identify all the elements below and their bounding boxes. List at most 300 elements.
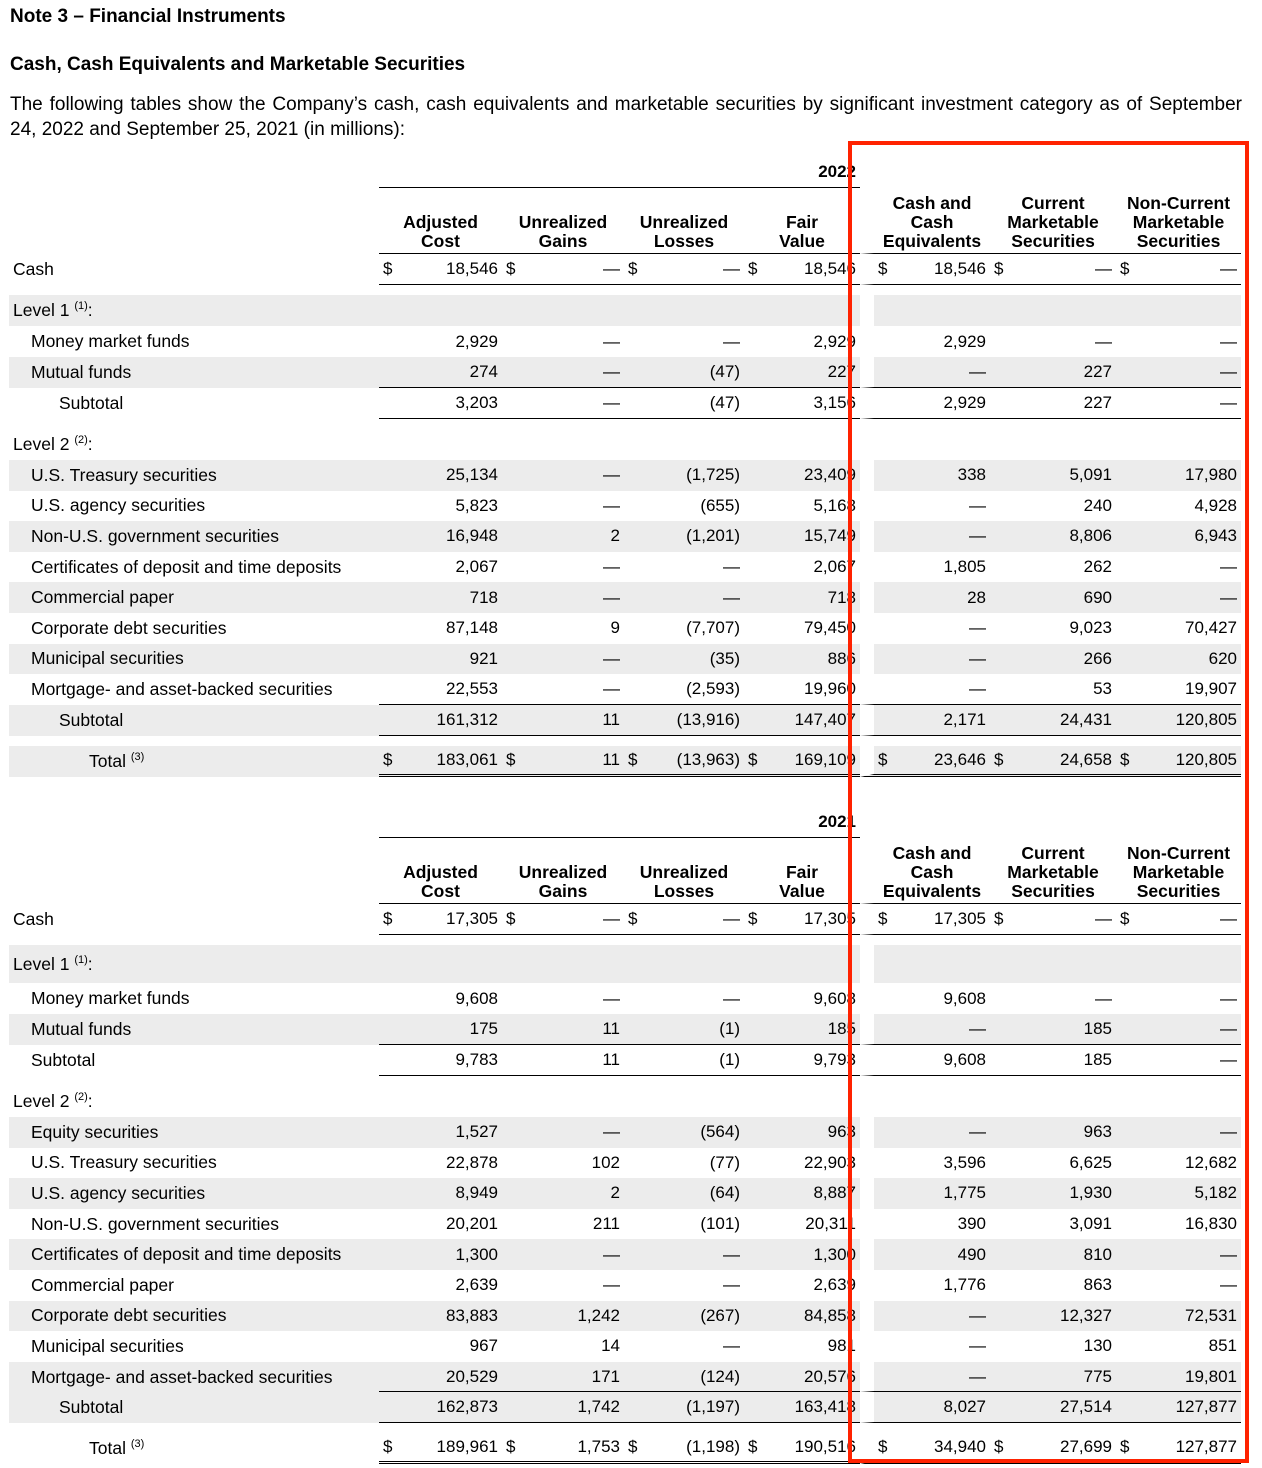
cell-value: 718: [744, 582, 860, 613]
cell-value: —: [860, 1331, 990, 1362]
fair-value-header: Fair Value: [744, 838, 860, 904]
cell-value: (1,198): [686, 1437, 740, 1457]
footnote-ref: (1): [74, 953, 88, 966]
cell-value: 53: [990, 674, 1116, 705]
cell-value: 8,806: [990, 521, 1116, 552]
cell-value: 981: [827, 1336, 857, 1356]
cell-value: 19,801: [1116, 1362, 1241, 1393]
cell-value: —: [723, 259, 740, 278]
table-row: [9, 746, 1241, 777]
cell-value: 886: [744, 644, 860, 675]
cell-value: 1,300: [744, 1239, 860, 1270]
cell-value: 34,940: [934, 1437, 987, 1457]
dollar-sign: $: [506, 749, 516, 769]
cell-value: (124): [624, 1362, 744, 1393]
row-label: Money market funds: [31, 988, 190, 1008]
row-label: Subtotal: [59, 1397, 124, 1418]
cell-value: —: [502, 582, 624, 613]
dollar-sign: $: [994, 909, 1004, 928]
cell-value: 18,546: [934, 259, 987, 278]
cell-value: 2,171: [860, 705, 990, 736]
table-row: [9, 1045, 1241, 1076]
table-row: [9, 904, 1241, 935]
note-title: Note 3 – Financial Instruments: [10, 6, 286, 27]
cell-value: 175: [379, 1014, 502, 1045]
table-row: [9, 254, 1241, 285]
adjusted-cost-header: Adjusted Cost: [379, 838, 502, 904]
cell-value: 1,300: [379, 1239, 502, 1270]
dollar-sign: $: [383, 909, 393, 928]
cell-value: 19,907: [1116, 674, 1241, 705]
cell-value: 130: [1083, 1336, 1113, 1356]
row-label: Municipal securities: [31, 1335, 184, 1356]
table-row: [9, 1270, 1241, 1301]
cell-value: 28: [860, 582, 990, 613]
cell-value: 162,873: [379, 1392, 502, 1423]
cell-value: 27,699: [1060, 1437, 1113, 1457]
cell-value: 227: [744, 357, 860, 388]
cell-value: (1,197): [624, 1392, 744, 1423]
dollar-sign: $: [994, 1437, 1004, 1457]
section-title: Cash, Cash Equivalents and Marketable Securities: [10, 54, 466, 75]
column-header-row: [9, 188, 1241, 254]
cell-value: 20,311: [805, 1214, 857, 1234]
row-label: Subtotal: [31, 1050, 96, 1070]
cell-value: 23,409: [744, 460, 860, 491]
dollar-sign: $: [748, 909, 758, 928]
cell-value: —: [603, 909, 620, 928]
cell-value: 6,625: [1069, 1152, 1113, 1172]
row-label: U.S. Treasury securities: [31, 1152, 217, 1173]
cell-value: 5,823: [455, 495, 498, 515]
row-label: Total: [89, 750, 126, 771]
cell-value: —: [1220, 988, 1238, 1008]
cell-value: 810: [990, 1239, 1116, 1270]
cell-value: 5,091: [990, 460, 1116, 491]
cell-value: 921: [379, 644, 502, 675]
table-row: [9, 1148, 1241, 1179]
table-2022: [9, 150, 1241, 777]
dollar-sign: $: [748, 1437, 758, 1457]
cell-value: 963: [990, 1117, 1116, 1148]
row-label: Certificates of deposit and time deposits: [31, 556, 342, 577]
cell-value: —: [603, 331, 620, 351]
cell-value: —: [502, 388, 624, 419]
cell-value: 183,061: [436, 749, 498, 769]
row-label: Non-U.S. government securities: [31, 1213, 280, 1234]
table-2021: [9, 800, 1241, 1464]
cell-value: 147,407: [744, 705, 860, 736]
dollar-sign: $: [383, 749, 393, 769]
cell-value: 390: [860, 1209, 990, 1240]
cell-value: (1,725): [624, 460, 744, 491]
dollar-sign: $: [383, 259, 393, 278]
row-label: Municipal securities: [31, 648, 184, 669]
table-row: [9, 1239, 1241, 1270]
cell-value: (7,707): [686, 618, 740, 638]
cell-value: 185: [990, 1045, 1116, 1076]
column-header-row: [9, 838, 1241, 904]
table-row: [9, 552, 1241, 583]
cell-value: —: [1095, 259, 1113, 278]
level-label: Level 2: [13, 434, 70, 454]
row-label: Total: [89, 1438, 126, 1459]
row-label: Commercial paper: [31, 587, 174, 608]
unrealized-losses-header: Unrealized Losses: [624, 838, 744, 904]
table-row: [9, 1209, 1241, 1240]
cell-value: 718: [379, 582, 502, 613]
cell-value: 16,948: [379, 521, 502, 552]
cell-value: 2,929: [860, 388, 990, 419]
cell-value: —: [1095, 988, 1113, 1008]
cell-value: 12,682: [1185, 1152, 1238, 1172]
dollar-sign: $: [506, 1437, 516, 1457]
cell-value: 227: [990, 388, 1116, 419]
row-label: Non-U.S. government securities: [31, 525, 280, 546]
cell-value: 185: [990, 1014, 1116, 1045]
dollar-sign: $: [1120, 1437, 1130, 1457]
unrealized-gains-header: Unrealized Gains: [502, 838, 624, 904]
cell-value: —: [723, 988, 740, 1008]
cell-value: —: [1116, 1014, 1241, 1045]
cell-value: —: [860, 357, 990, 388]
cell-value: (1,201): [624, 521, 744, 552]
cell-value: —: [502, 674, 624, 705]
cell-value: 169,109: [794, 749, 857, 769]
cell-value: —: [1116, 1117, 1241, 1148]
row-label: Corporate debt securities: [31, 1305, 227, 1326]
cell-value: (64): [624, 1178, 744, 1209]
table-row: [9, 1014, 1241, 1045]
table-row: [9, 521, 1241, 552]
cell-value: 23,646: [934, 749, 987, 769]
table-row: [9, 1392, 1241, 1423]
cell-value: 22,878: [446, 1152, 498, 1172]
cell-value: 851: [1208, 1336, 1238, 1356]
cell-value: 17,305: [934, 909, 987, 928]
table-row: [9, 644, 1241, 675]
row-label: Mutual funds: [31, 1019, 132, 1039]
table-row: [9, 1301, 1241, 1332]
cell-value: 20,201: [446, 1214, 498, 1234]
cell-value: —: [502, 357, 624, 388]
cell-value: (77): [709, 1152, 740, 1172]
cell-value: 161,312: [379, 705, 502, 736]
row-label: Mortgage- and asset-backed securities: [31, 1366, 333, 1387]
cell-value: 9,023: [1069, 618, 1113, 638]
cell-value: 17,305: [446, 909, 498, 928]
cell-value: 3,091: [1069, 1214, 1113, 1234]
year-header-row: [9, 800, 1241, 838]
cell-value: 9: [610, 618, 620, 638]
table-row: [9, 388, 1241, 419]
table-row: [9, 705, 1241, 736]
cell-value: —: [723, 1275, 740, 1295]
table-row: [9, 1178, 1241, 1209]
row-label: Subtotal: [59, 709, 124, 730]
cell-value: 19,960: [744, 674, 860, 705]
cell-value: 24,431: [990, 705, 1116, 736]
dollar-sign: $: [506, 259, 516, 278]
cell-value: 18,546: [804, 259, 857, 278]
cell-value: —: [502, 644, 624, 675]
dollar-sign: $: [878, 909, 888, 928]
cell-value: 12,327: [990, 1301, 1116, 1332]
cell-value: 775: [990, 1362, 1116, 1393]
cell-value: 22,903: [804, 1152, 857, 1172]
row-label: Money market funds: [31, 331, 190, 351]
table-row: [9, 326, 1241, 357]
cell-value: —: [603, 259, 620, 278]
cell-value: (13,963): [676, 749, 740, 769]
table-row: [9, 1362, 1241, 1393]
cell-value: 274: [379, 357, 502, 388]
cell-value: —: [860, 644, 990, 675]
cell-value: 20,529: [379, 1362, 502, 1393]
dollar-sign: $: [383, 1437, 393, 1457]
cell-value: —: [1116, 388, 1241, 419]
cell-value: 967: [469, 1336, 498, 1356]
cell-value: 262: [1083, 557, 1113, 577]
cell-value: 185: [744, 1014, 860, 1045]
cell-value: 8,887: [744, 1178, 860, 1209]
cell-value: (655): [700, 495, 740, 515]
cell-value: 9,608: [860, 983, 990, 1014]
cell-value: 17,980: [1116, 460, 1241, 491]
row-label: Equity securities: [31, 1121, 159, 1142]
table-row: [9, 460, 1241, 491]
dollar-sign: $: [878, 749, 888, 769]
cell-value: 9,608: [455, 988, 498, 1008]
cell-value: —: [723, 331, 740, 351]
cell-value: 2,067: [455, 557, 498, 577]
cell-value: —: [723, 557, 740, 577]
cell-value: 15,749: [744, 521, 860, 552]
dollar-sign: $: [1120, 259, 1130, 278]
cell-value: (47): [624, 388, 744, 419]
cell-value: 227: [990, 357, 1116, 388]
cell-value: —: [1220, 557, 1238, 577]
cell-value: 8,027: [860, 1392, 990, 1423]
table-row: [9, 357, 1241, 388]
cell-value: —: [1116, 1239, 1241, 1270]
table-row: [9, 582, 1241, 613]
cell-value: —: [723, 909, 740, 928]
cell-value: (564): [624, 1117, 744, 1148]
dollar-sign: $: [628, 749, 638, 769]
cell-value: 1,930: [990, 1178, 1116, 1209]
cell-value: —: [624, 582, 744, 613]
table-row: [9, 1433, 1241, 1464]
year-header-row: [9, 150, 1241, 188]
cell-value: 171: [502, 1362, 624, 1393]
row-label: Cash: [13, 909, 54, 929]
adjusted-cost-header: Adjusted Cost: [379, 188, 502, 254]
current-marketable-header: Current Marketable Securities: [990, 188, 1116, 254]
cell-value: —: [603, 988, 620, 1008]
cell-value: 25,134: [379, 460, 502, 491]
cell-value: (1): [624, 1014, 744, 1045]
cell-value: 1,742: [502, 1392, 624, 1423]
table-row: [9, 674, 1241, 705]
cell-value: —: [1220, 259, 1238, 278]
cell-value: 1,527: [379, 1117, 502, 1148]
cell-value: 9,608: [813, 988, 857, 1008]
dollar-sign: $: [994, 259, 1004, 278]
dollar-sign: $: [1120, 909, 1130, 928]
cell-value: 1,805: [860, 552, 990, 583]
cell-value: —: [1116, 1045, 1241, 1076]
row-label: U.S. Treasury securities: [31, 464, 217, 485]
cell-value: 18,546: [446, 259, 498, 278]
row-label: Certificates of deposit and time deposits: [31, 1244, 342, 1265]
section-row: Level 1 $^{(1)}$:: [9, 945, 1241, 983]
cell-value: —: [860, 1362, 990, 1393]
cell-value: —: [860, 674, 990, 705]
cell-value: —: [1220, 909, 1238, 928]
table-row: [9, 613, 1241, 644]
cell-value: 3,203: [379, 388, 502, 419]
cell-value: —: [860, 613, 990, 644]
table-row: [9, 491, 1241, 522]
row-label: Cash: [13, 259, 54, 279]
cell-value: 163,418: [744, 1392, 860, 1423]
table-row: [9, 983, 1241, 1014]
fair-value-header: Fair Value: [744, 188, 860, 254]
cell-value: —: [860, 491, 990, 522]
cash-equivalents-header: Cash and Cash Equivalents: [860, 188, 990, 254]
row-label: Mutual funds: [31, 362, 132, 382]
table-row: [9, 1117, 1241, 1148]
cell-value: —: [1095, 909, 1113, 928]
cell-value: 1,775: [860, 1178, 990, 1209]
cell-value: 9,793: [744, 1045, 860, 1076]
cell-value: 2,067: [813, 557, 857, 577]
table-row: [9, 1331, 1241, 1362]
cell-value: 266: [990, 644, 1116, 675]
cell-value: —: [1220, 331, 1238, 351]
cell-value: 863: [1083, 1275, 1113, 1295]
cell-value: 2,929: [860, 326, 990, 357]
current-marketable-header: Current Marketable Securities: [990, 838, 1116, 904]
cell-value: —: [502, 460, 624, 491]
cell-value: 5,182: [1116, 1178, 1241, 1209]
cell-value: 8,949: [379, 1178, 502, 1209]
cell-value: —: [1095, 331, 1113, 351]
noncurrent-marketable-header: Non-Current Marketable Securities: [1116, 188, 1241, 254]
cell-value: 14: [601, 1336, 620, 1356]
cell-value: —: [624, 1239, 744, 1270]
cell-value: 83,883: [379, 1301, 502, 1332]
cell-value: 11: [502, 705, 624, 736]
cell-value: 690: [990, 582, 1116, 613]
row-label: U.S. agency securities: [31, 495, 206, 516]
cell-value: 4,928: [1194, 495, 1238, 515]
section-row: Level 2 $^{(2)}$:: [9, 1086, 1241, 1117]
cell-value: 24,658: [1060, 749, 1113, 769]
unrealized-gains-header: Unrealized Gains: [502, 188, 624, 254]
row-label: Mortgage- and asset-backed securities: [31, 678, 333, 699]
cell-value: 2,639: [455, 1275, 498, 1295]
cell-value: 3,596: [860, 1148, 990, 1179]
section-row: Level 1 $^{(1)}$:: [9, 295, 1241, 326]
section-row: Level 2 $^{(2)}$:: [9, 429, 1241, 460]
footnote-ref: (1): [74, 300, 88, 313]
cell-value: 127,877: [1175, 1437, 1238, 1457]
dollar-sign: $: [628, 1437, 638, 1457]
cell-value: —: [502, 1117, 624, 1148]
cell-value: 189,961: [436, 1437, 498, 1457]
cell-value: —: [1116, 357, 1241, 388]
cell-value: (101): [700, 1214, 740, 1234]
cell-value: —: [603, 1275, 620, 1295]
cell-value: 2,929: [813, 331, 857, 351]
cell-value: 11: [502, 1045, 624, 1076]
cell-value: (1): [624, 1045, 744, 1076]
cell-value: 9,608: [860, 1045, 990, 1076]
cell-value: 87,148: [446, 618, 498, 638]
cell-value: (35): [624, 644, 744, 675]
cell-value: 5,168: [813, 495, 857, 515]
cell-value: —: [860, 1014, 990, 1045]
cell-value: 9,783: [379, 1045, 502, 1076]
cell-value: —: [603, 495, 620, 515]
row-label: U.S. agency securities: [31, 1182, 206, 1203]
cell-value: 6,943: [1116, 521, 1241, 552]
footnote-ref: (2): [74, 1091, 88, 1104]
cell-value: (47): [624, 357, 744, 388]
footnote-ref: (3): [130, 750, 145, 763]
cell-value: 2,929: [455, 331, 498, 351]
cell-value: —: [860, 521, 990, 552]
cell-value: —: [860, 1117, 990, 1148]
cell-value: —: [1220, 1275, 1238, 1295]
noncurrent-marketable-header: Non-Current Marketable Securities: [1116, 838, 1241, 904]
cell-value: —: [603, 557, 620, 577]
cell-value: —: [860, 1301, 990, 1332]
dollar-sign: $: [628, 259, 638, 278]
cell-value: 2: [502, 1178, 624, 1209]
cell-value: 79,450: [804, 618, 857, 638]
dollar-sign: $: [506, 909, 516, 928]
row-label: Commercial paper: [31, 1274, 174, 1295]
dollar-sign: $: [748, 749, 758, 769]
dollar-sign: $: [628, 909, 638, 928]
cell-value: 620: [1116, 644, 1241, 675]
cell-value: 11: [602, 749, 620, 769]
cell-value: (13,916): [624, 705, 744, 736]
cell-value: 2: [502, 521, 624, 552]
intro-paragraph: The following tables show the Company’s cash, cash equivalents and marketable securities by significant investment category as of September 24, 2022 and September 25, 2021 (in millions):: [10, 94, 1242, 140]
cell-value: 72,531: [1116, 1301, 1241, 1332]
cell-value: 20,576: [744, 1362, 860, 1393]
footnote-ref: (2): [74, 434, 88, 447]
cell-value: 27,514: [990, 1392, 1116, 1423]
cell-value: 16,830: [1185, 1214, 1238, 1234]
cell-value: 22,553: [379, 674, 502, 705]
year-label: 2021: [379, 800, 860, 838]
dollar-sign: $: [878, 259, 888, 278]
cell-value: 70,427: [1185, 618, 1238, 638]
cell-value: 120,805: [1116, 705, 1241, 736]
cell-value: 102: [591, 1152, 620, 1172]
cell-value: 11: [502, 1014, 624, 1045]
cell-value: 84,858: [744, 1301, 860, 1332]
cell-value: 963: [744, 1117, 860, 1148]
cell-value: —: [723, 1336, 740, 1356]
dollar-sign: $: [1120, 749, 1130, 769]
year-label: 2022: [379, 150, 860, 188]
